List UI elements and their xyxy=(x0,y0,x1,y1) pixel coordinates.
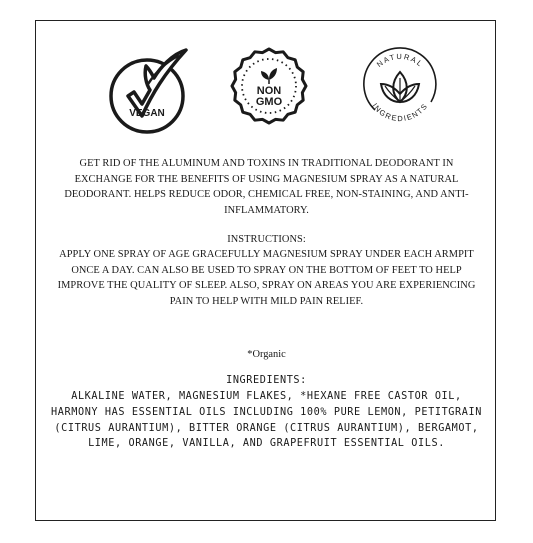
svg-text:INGREDIENTS xyxy=(370,101,429,123)
non-gmo-label-line2: GMO xyxy=(255,96,283,108)
non-gmo-seal-icon xyxy=(229,44,309,128)
non-gmo-badge xyxy=(229,44,309,128)
ingredients-heading: INGREDIENTS: xyxy=(226,375,307,386)
natural-ingredients-leaf-icon xyxy=(357,44,443,130)
organic-note: *Organic xyxy=(247,349,286,360)
ingredients-text: ALKALINE WATER, MAGNESIUM FLAKES, *HEXANE FREE CASTOR OIL, HARMONY HAS ESSENTIAL OILS INCLUDING 100% PURE LEMON, PETITGRAIN (CITRUS AURANTIUM), BITTER ORANGE (CITRUS AURANTIUM), BERGAMOT, LIME, ORANGE, VANILLA, AND GRAPEFRUIT ESSENTIAL OILS. xyxy=(51,391,482,450)
vegan-label: VEGAN xyxy=(129,108,165,119)
vegan-check-leaf-icon xyxy=(104,44,194,134)
vegan-badge xyxy=(104,44,194,134)
description-text: GET RID OF THE ALUMINUM AND TOXINS IN TRADITIONAL DEODORANT IN EXCHANGE FOR THE BENEFITS OF USING MAGNESIUM SPRAY AS A NATURAL DEODORANT. HELPS REDUCE ODOR, CHEMICAL FREE, NON-STAINING, AND ANTI-INFLAMMATORY. xyxy=(64,158,469,216)
natural-label: NATURAL xyxy=(374,52,426,70)
instructions-heading: INSTRUCTIONS: xyxy=(227,234,306,245)
ingredients-label: INGREDIENTS xyxy=(370,101,430,124)
svg-text:NATURAL xyxy=(375,52,425,69)
non-gmo-label-line1: NON xyxy=(256,85,282,97)
natural-ingredients-badge xyxy=(357,44,443,130)
instructions-text: APPLY ONE SPRAY OF AGE GRACEFULLY MAGNESIUM SPRAY UNDER EACH ARMPIT ONCE A DAY. CAN ALSO BE USED TO SPRAY ON THE BOTTOM OF FEET TO HELP IMPROVE THE QUALITY OF SLEEP. ALSO, SPRAY ON AREAS YOU ARE EXPERIENCING PAIN TO HELP WITH MILD PAIN RELIEF. xyxy=(57,249,476,307)
